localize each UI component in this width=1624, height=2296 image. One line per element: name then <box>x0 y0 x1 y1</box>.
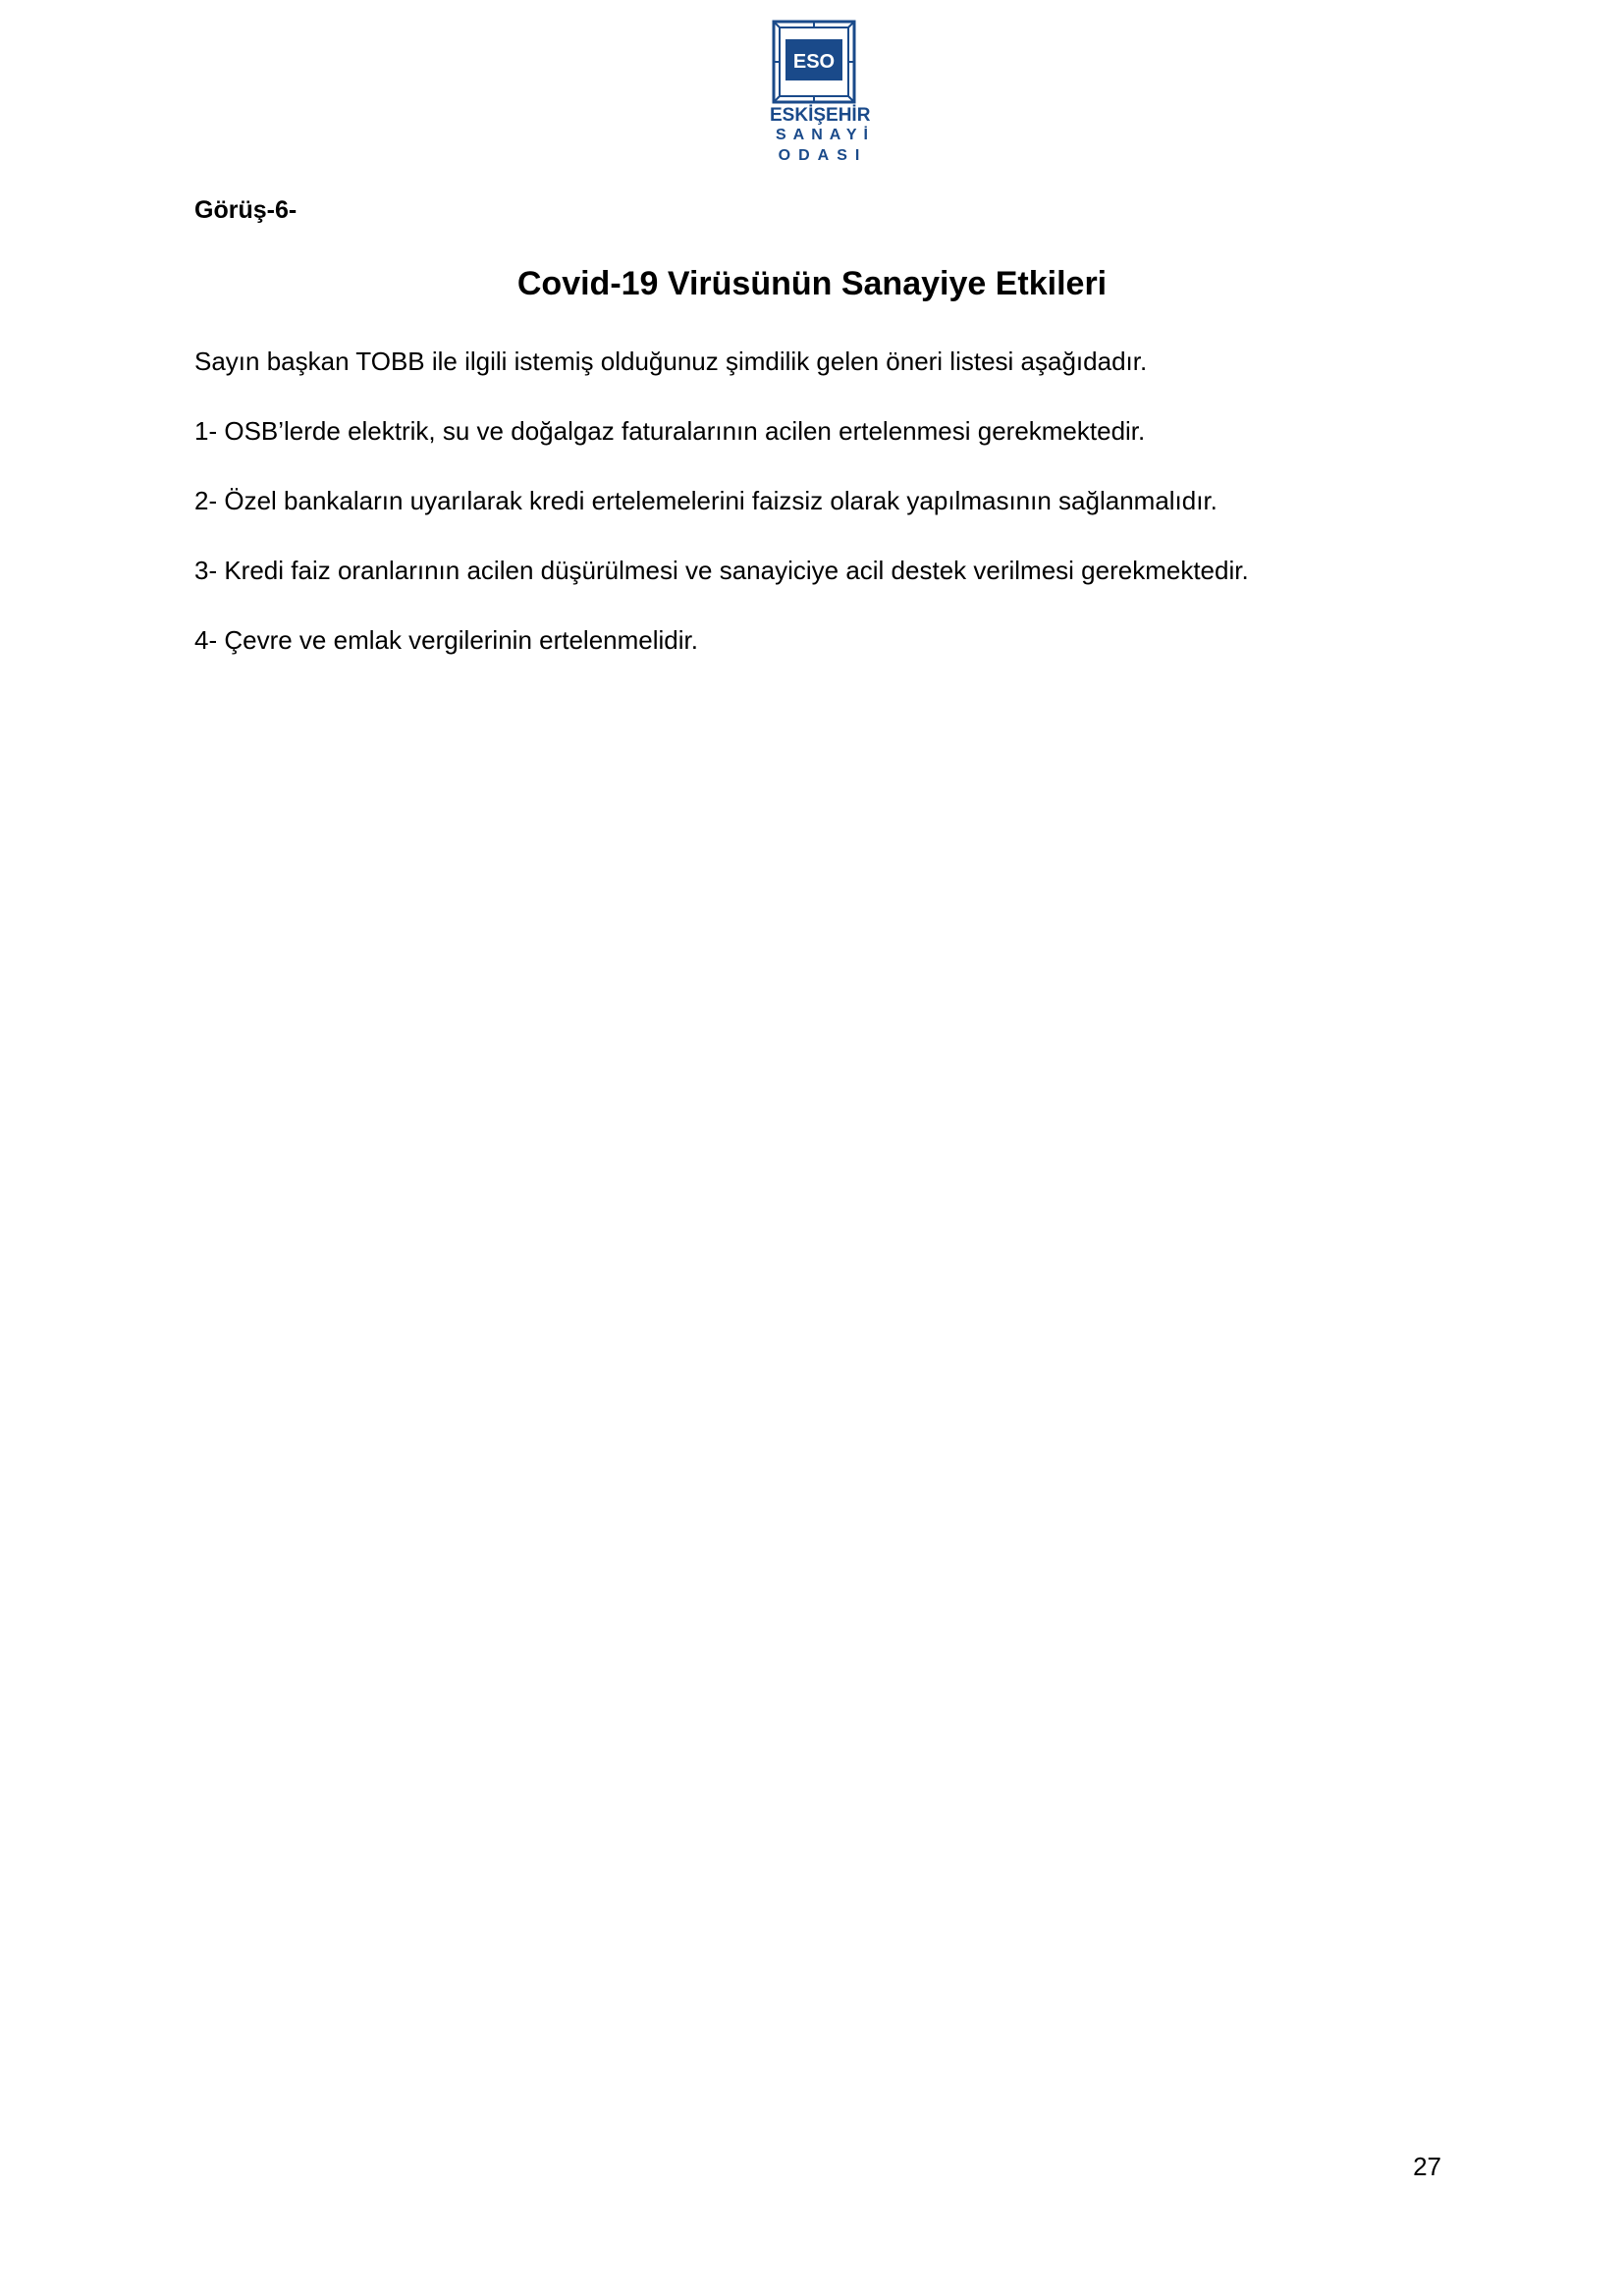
logo-line-odasi: ODASI <box>778 147 868 164</box>
logo-line-eskisehir: ESKİŞEHİR <box>770 105 871 126</box>
list-item-3: 3- Kredi faiz oranlarının acilen düşürülmesi ve sanayiciye acil destek verilmesi gerekmektedir. <box>194 556 1249 585</box>
page-number: 27 <box>1413 2152 1441 2181</box>
section-label: Görüş-6- <box>194 196 298 224</box>
list-item-1: 1- OSB’lerde elektrik, su ve doğalgaz faturalarının acilen ertelenmesi gerekmektedir. <box>194 416 1146 446</box>
logo-badge-text: ESO <box>792 51 836 73</box>
eso-emblem-icon <box>770 18 864 106</box>
list-item-4: 4- Çevre ve emlak vergilerinin ertelenmelidir. <box>194 625 698 655</box>
page-title: Covid-19 Virüsünün Sanayiye Etkileri <box>516 265 1108 302</box>
body-content <box>194 345 1441 693</box>
intro-paragraph: Sayın başkan TOBB ile ilgili istemiş olduğunuz şimdilik gelen öneri listesi aşağıdadır. <box>194 347 1148 376</box>
list-item-2: 2- Özel bankaların uyarılarak kredi ertelemelerini faizsiz olarak yapılmasının sağlanmalıdır. <box>194 486 1218 515</box>
eso-logo <box>770 18 875 167</box>
logo-line-sanayi: SANAYİ <box>776 127 875 143</box>
